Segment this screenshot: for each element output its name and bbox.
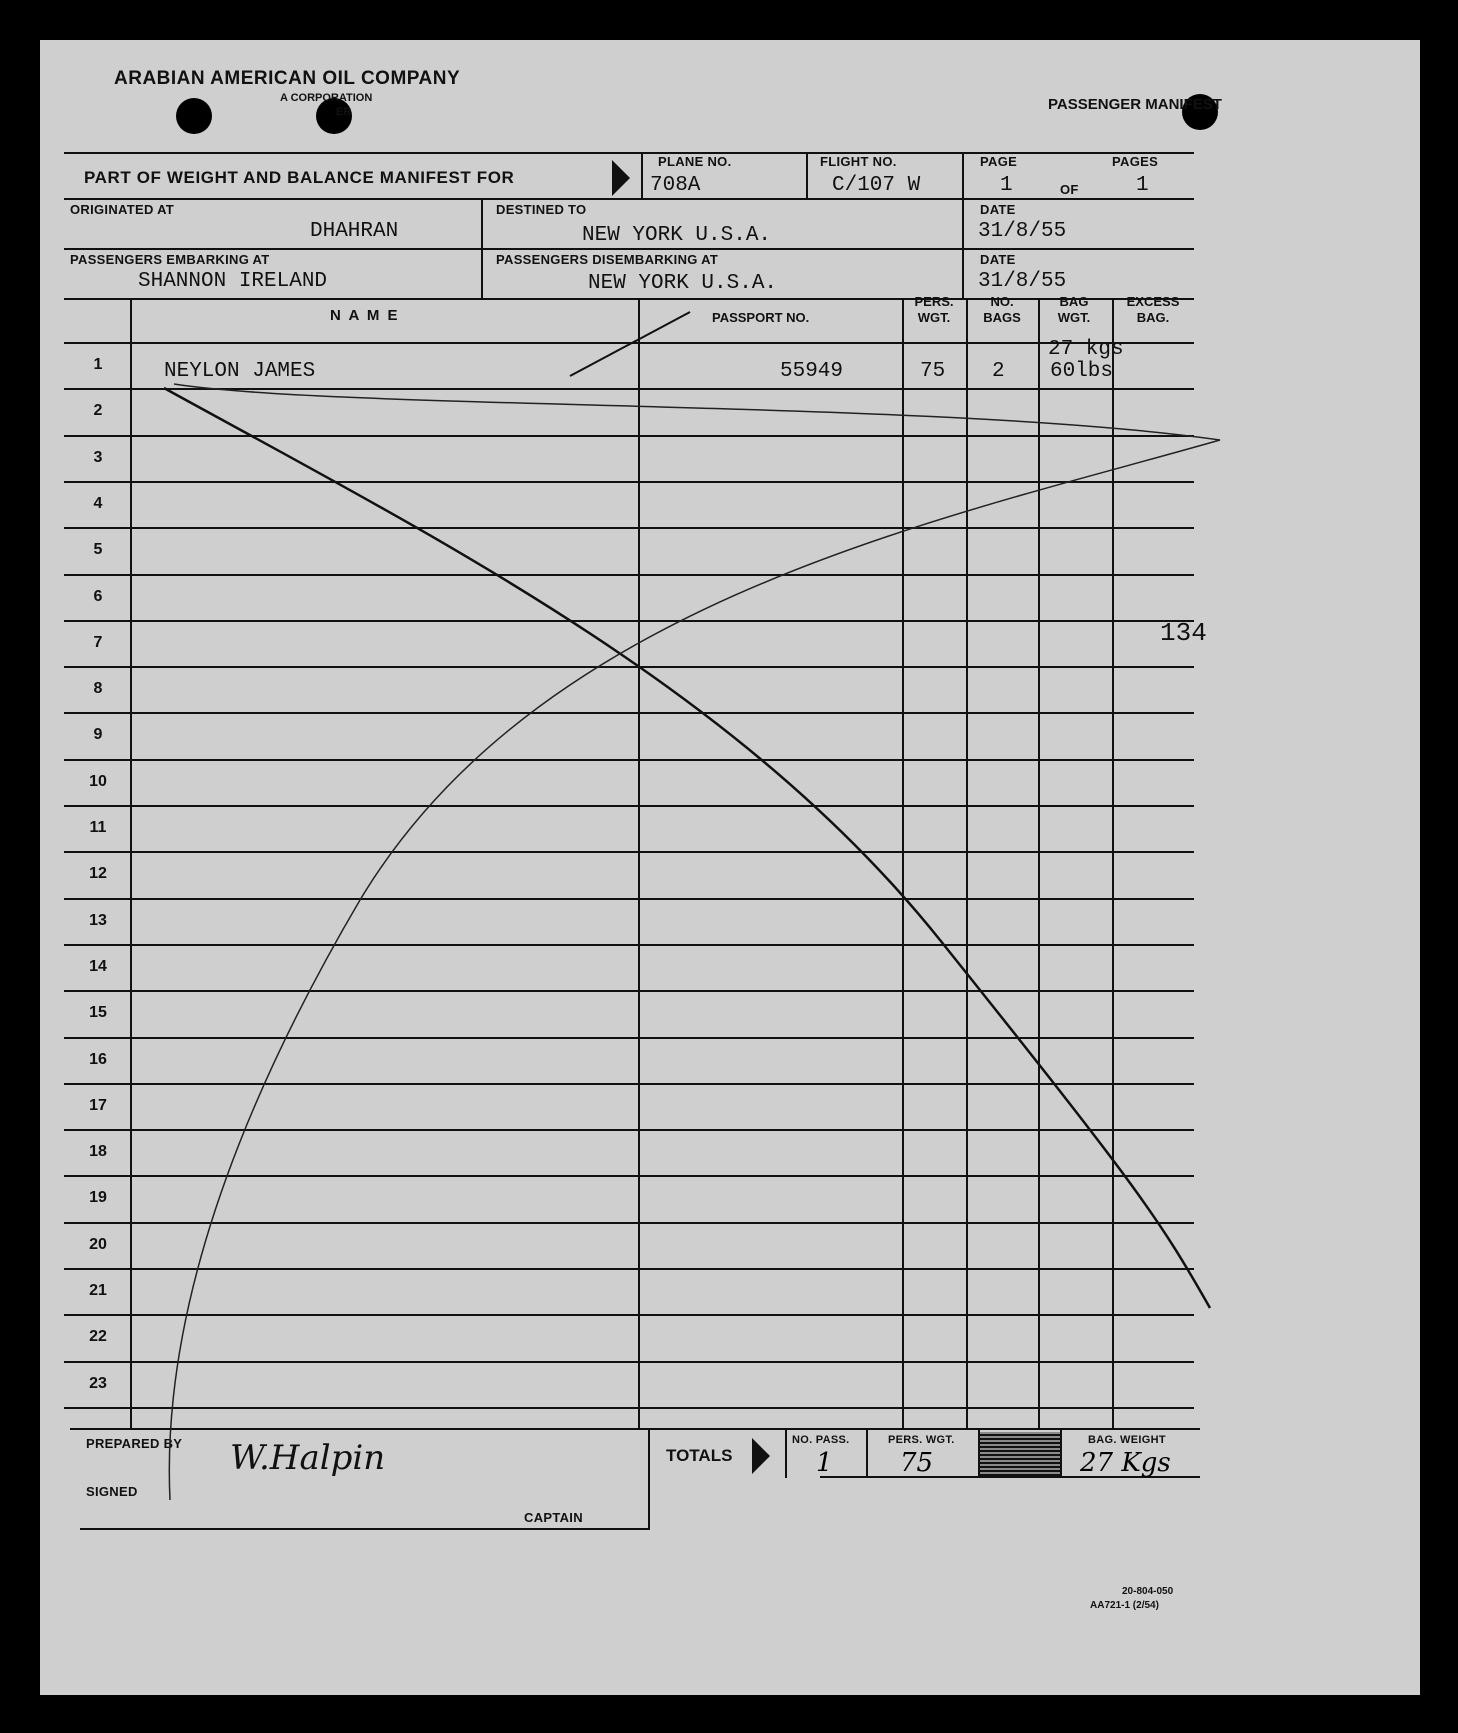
col-passport: PASSPORT NO. bbox=[712, 310, 810, 325]
date-label: DATE bbox=[980, 202, 1016, 217]
plane-label: PLANE NO. bbox=[658, 154, 732, 169]
pers-wgt-label: PERS. WGT. bbox=[888, 1434, 955, 1446]
disembarking-value: NEW YORK U.S.A. bbox=[588, 272, 778, 295]
embarking-label: PASSENGERS EMBARKING AT bbox=[70, 252, 270, 267]
col-name: N A M E bbox=[330, 307, 400, 324]
destined-label: DESTINED TO bbox=[496, 202, 587, 217]
signature: W.Halpin bbox=[230, 1438, 386, 1478]
no-pass-value: 1 bbox=[816, 1448, 833, 1478]
destined-value: NEW YORK U.S.A. bbox=[582, 224, 772, 247]
date2-label: DATE bbox=[980, 252, 1016, 267]
row-number: 11 bbox=[89, 819, 107, 836]
no-pass-label: NO. PASS. bbox=[792, 1434, 850, 1446]
row-number: 22 bbox=[89, 1328, 107, 1346]
row-number: 12 bbox=[89, 865, 107, 883]
of-label: OF bbox=[1060, 182, 1079, 197]
form-code: AA721-1 (2/54) bbox=[1090, 1600, 1159, 1611]
row-number: 1 bbox=[93, 356, 103, 373]
col-pers-wgt-line2: WGT. bbox=[917, 310, 951, 325]
row-number: 5 bbox=[93, 541, 103, 559]
row-number: 19 bbox=[89, 1189, 107, 1207]
diagonal-strike-mark bbox=[164, 388, 1210, 1308]
col-bags-line2: BAGS bbox=[983, 310, 1021, 325]
col-pers-wgt-line1: PERS. bbox=[914, 294, 954, 309]
company-subtitle-2: ER bbox=[336, 106, 352, 118]
row-number: 10 bbox=[89, 772, 107, 790]
row-number: 13 bbox=[89, 911, 107, 929]
entry-bags: 2 bbox=[992, 360, 1005, 383]
entry-bag-wgt-lbs: 60lbs bbox=[1050, 360, 1114, 383]
manifest-sheet bbox=[40, 40, 1420, 1695]
pages-label: PAGES bbox=[1112, 154, 1159, 169]
col-bag-wgt-line2: WGT. bbox=[1057, 310, 1091, 325]
row-number: 16 bbox=[89, 1050, 107, 1068]
row-number: 9 bbox=[93, 726, 103, 744]
row-number: 17 bbox=[89, 1096, 107, 1114]
embarking-value: SHANNON IRELAND bbox=[138, 270, 328, 293]
entry-name: NEYLON JAMES bbox=[164, 360, 316, 383]
row-number: 14 bbox=[89, 957, 107, 975]
col-bag-wgt-line1: BAG bbox=[1059, 294, 1089, 309]
originated-value: DHAHRAN bbox=[310, 220, 399, 243]
flight-label: FLIGHT NO. bbox=[820, 154, 897, 169]
row-number: 3 bbox=[93, 448, 103, 466]
entry-pers-wgt: 75 bbox=[920, 360, 946, 383]
page-value: 1 bbox=[1000, 174, 1013, 197]
col-excess-line2: BAG. bbox=[1136, 310, 1170, 325]
part-label: PART OF WEIGHT AND BALANCE MANIFEST FOR bbox=[84, 168, 515, 187]
disembarking-label: PASSENGERS DISEMBARKING AT bbox=[496, 252, 719, 267]
form-title: PASSENGER MANIFEST bbox=[1048, 96, 1222, 113]
col-bags-line1: NO. bbox=[990, 294, 1014, 309]
plane-value: 708A bbox=[650, 174, 701, 197]
company-subtitle: A CORPORATION bbox=[280, 92, 373, 104]
curved-strike-mark bbox=[169, 384, 1220, 1500]
row-number: 8 bbox=[93, 680, 103, 698]
row-number: 15 bbox=[89, 1004, 107, 1022]
col-excess-line1: EXCESS bbox=[1126, 294, 1180, 309]
flight-value: C/107 W bbox=[832, 174, 921, 197]
pages-value: 1 bbox=[1136, 174, 1149, 197]
row-number: 21 bbox=[89, 1282, 107, 1299]
entry-bag-wgt-kgs: 27 kgs bbox=[1048, 338, 1124, 361]
date2-value: 31/8/55 bbox=[978, 270, 1067, 293]
bag-weight-label: BAG. WEIGHT bbox=[1088, 1434, 1166, 1446]
margin-note: 134 bbox=[1160, 618, 1207, 648]
entry-passport: 55949 bbox=[780, 360, 844, 383]
company-name: ARABIAN AMERICAN OIL COMPANY bbox=[114, 68, 461, 89]
row-number: 6 bbox=[93, 587, 103, 605]
bag-weight-value: 27 Kgs bbox=[1080, 1448, 1171, 1478]
row-number: 18 bbox=[89, 1143, 107, 1161]
signed-label: SIGNED bbox=[86, 1484, 138, 1499]
pers-wgt-value: 75 bbox=[900, 1448, 934, 1478]
row-number: 20 bbox=[89, 1235, 107, 1253]
row-number: 4 bbox=[93, 494, 103, 512]
row-number: 23 bbox=[89, 1374, 107, 1392]
row-number: 7 bbox=[93, 633, 103, 651]
date-value: 31/8/55 bbox=[978, 220, 1067, 243]
page-label: PAGE bbox=[980, 154, 1018, 169]
captain-label: CAPTAIN bbox=[524, 1510, 583, 1525]
prepared-label: PREPARED BY bbox=[86, 1436, 183, 1451]
totals-label: TOTALS bbox=[666, 1446, 733, 1465]
originated-label: ORIGINATED AT bbox=[70, 202, 175, 217]
form-number: 20-804-050 bbox=[1122, 1586, 1174, 1597]
cancel-marks bbox=[40, 40, 1420, 1695]
row-number: 2 bbox=[93, 402, 103, 420]
check-mark bbox=[570, 312, 690, 376]
